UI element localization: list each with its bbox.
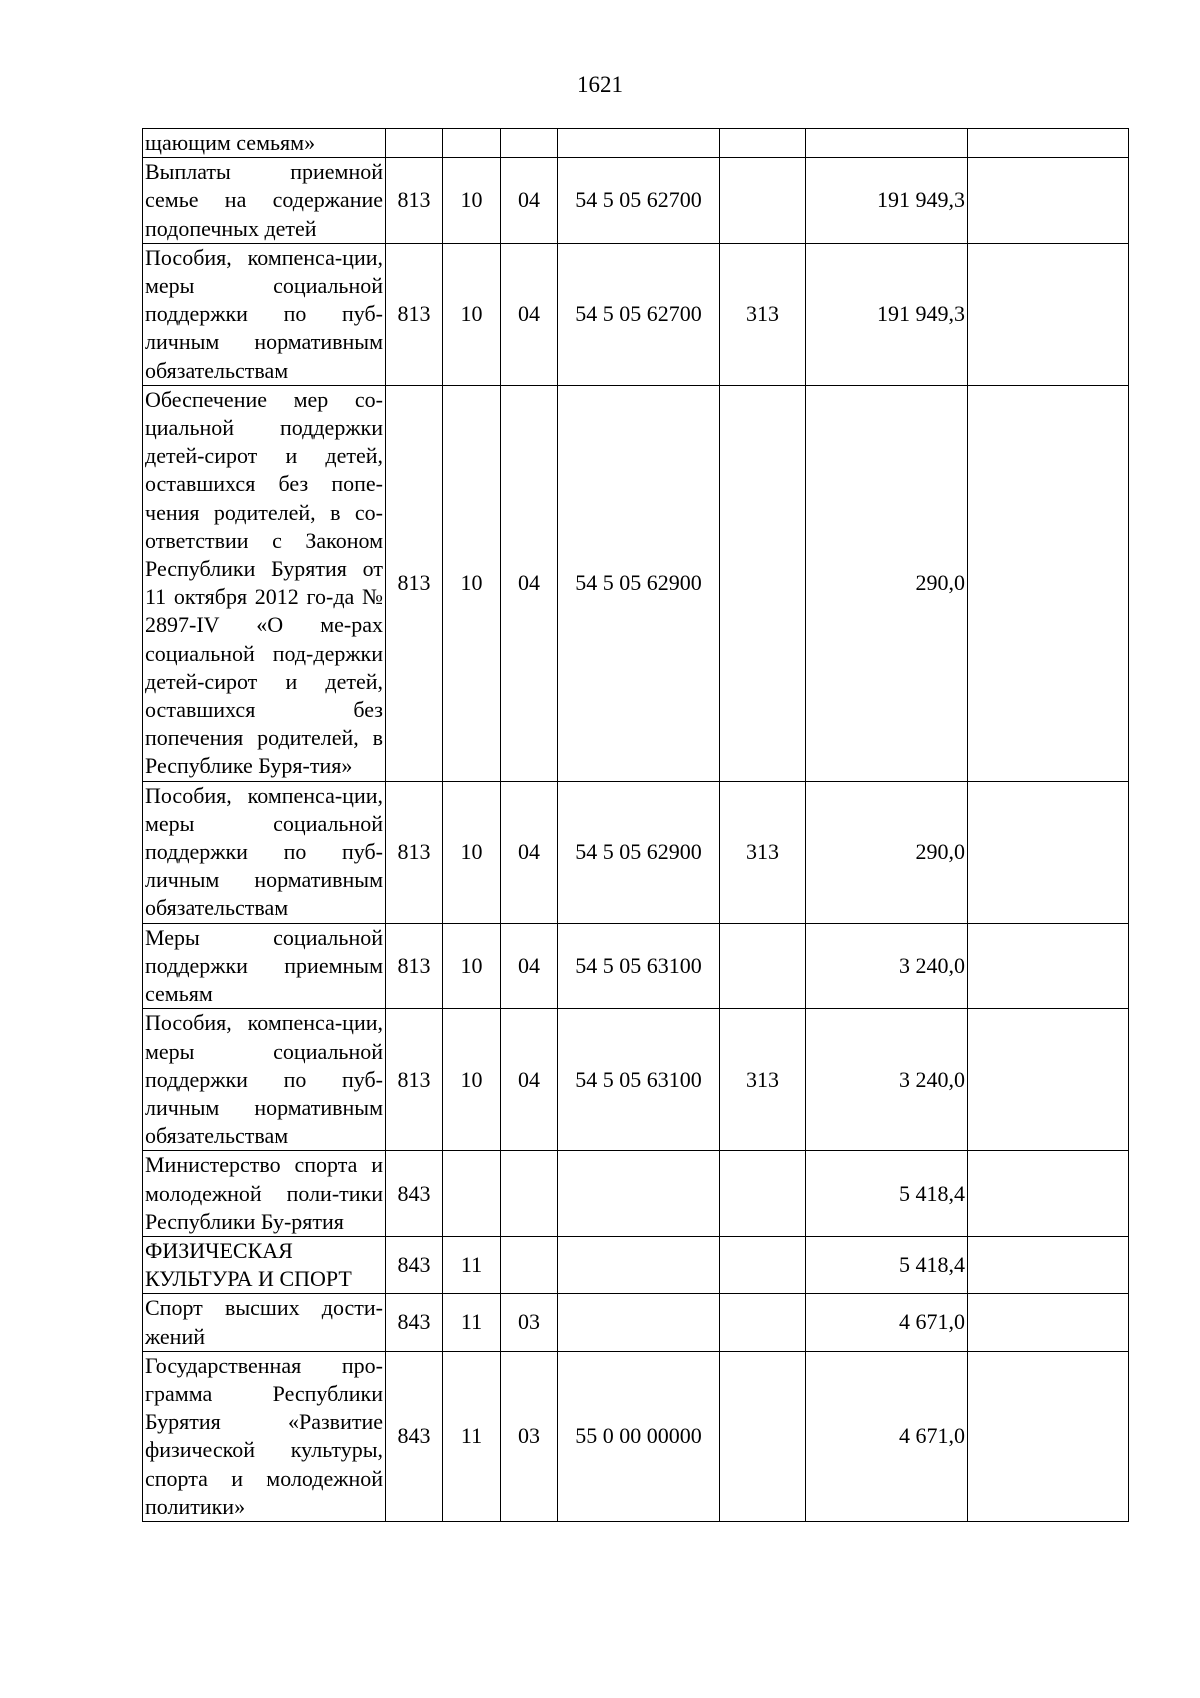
subsection-cell <box>501 1151 558 1237</box>
expense-type-cell <box>720 129 806 158</box>
section-cell: 10 <box>443 781 501 923</box>
subsection-cell: 04 <box>501 1009 558 1151</box>
subsection-cell: 04 <box>501 158 558 244</box>
subsection-cell <box>501 129 558 158</box>
target-article-cell: 55 0 00 00000 <box>558 1351 720 1521</box>
grbs-cell: 813 <box>386 385 443 781</box>
row-name: Министерство спорта и молодежной поли-тики Республики Бу-рятия <box>143 1151 386 1237</box>
amount-cell: 290,0 <box>806 781 968 923</box>
section-cell: 11 <box>443 1294 501 1351</box>
table-row <box>143 1294 1129 1351</box>
section-cell <box>443 1151 501 1237</box>
target-article-cell <box>558 1294 720 1351</box>
extra-cell <box>968 1151 1129 1237</box>
amount-cell: 3 240,0 <box>806 1009 968 1151</box>
row-name: Государственная про-грамма Республики Бурятия «Развитие физической культуры, спорта и молодежной политики» <box>143 1351 386 1521</box>
expense-type-cell <box>720 385 806 781</box>
subsection-cell: 04 <box>501 243 558 385</box>
table-row <box>143 129 1129 158</box>
expense-type-cell: 313 <box>720 243 806 385</box>
row-name: ФИЗИЧЕСКАЯ КУЛЬТУРА И СПОРТ <box>143 1236 386 1293</box>
amount-cell: 4 671,0 <box>806 1351 968 1521</box>
row-name: Спорт высших дости-жений <box>143 1294 386 1351</box>
grbs-cell: 843 <box>386 1294 443 1351</box>
subsection-cell: 04 <box>501 923 558 1009</box>
expense-type-cell <box>720 923 806 1009</box>
row-name: Пособия, компенса-ции, меры социальной поддержки по пуб-личным нормативным обязательствам <box>143 1009 386 1151</box>
section-cell: 11 <box>443 1236 501 1293</box>
expense-type-cell: 313 <box>720 1009 806 1151</box>
extra-cell <box>968 385 1129 781</box>
subsection-cell <box>501 1236 558 1293</box>
table-row <box>143 385 1129 781</box>
section-cell: 10 <box>443 158 501 244</box>
target-article-cell: 54 5 05 62700 <box>558 158 720 244</box>
expense-type-cell <box>720 1351 806 1521</box>
section-cell: 10 <box>443 385 501 781</box>
subsection-cell: 04 <box>501 385 558 781</box>
extra-cell <box>968 243 1129 385</box>
grbs-cell: 843 <box>386 1151 443 1237</box>
amount-cell: 4 671,0 <box>806 1294 968 1351</box>
table-row <box>143 923 1129 1009</box>
grbs-cell: 813 <box>386 158 443 244</box>
extra-cell <box>968 923 1129 1009</box>
amount-cell: 3 240,0 <box>806 923 968 1009</box>
extra-cell <box>968 1009 1129 1151</box>
table-row <box>143 1009 1129 1151</box>
grbs-cell: 813 <box>386 923 443 1009</box>
target-article-cell: 54 5 05 62700 <box>558 243 720 385</box>
extra-cell <box>968 1236 1129 1293</box>
subsection-cell: 03 <box>501 1351 558 1521</box>
expense-type-cell <box>720 158 806 244</box>
grbs-cell <box>386 129 443 158</box>
target-article-cell <box>558 1151 720 1237</box>
grbs-cell: 813 <box>386 781 443 923</box>
expense-type-cell <box>720 1294 806 1351</box>
row-name: Меры социальной поддержки приемным семьям <box>143 923 386 1009</box>
expense-type-cell: 313 <box>720 781 806 923</box>
amount-cell: 5 418,4 <box>806 1151 968 1237</box>
expense-type-cell <box>720 1151 806 1237</box>
row-name: Обеспечение мер со-циальной поддержки детей-сирот и детей, оставшихся без попе-чения родителей, в со-ответствии с Законом Республики Бурятия от 11 октября 2012 го-да № 2897-IV «О ме-рах социальной под-держки детей-сирот и детей, оставшихся без попечения родителей, в Республике Буря-тия» <box>143 385 386 781</box>
grbs-cell: 843 <box>386 1351 443 1521</box>
amount-cell: 290,0 <box>806 385 968 781</box>
target-article-cell: 54 5 05 63100 <box>558 923 720 1009</box>
table-row <box>143 1351 1129 1521</box>
table-row <box>143 781 1129 923</box>
target-article-cell: 54 5 05 62900 <box>558 781 720 923</box>
section-cell <box>443 129 501 158</box>
table-row <box>143 243 1129 385</box>
page-number: 1621 <box>577 72 623 97</box>
row-name: Пособия, компенса-ции, меры социальной поддержки по пуб-личным нормативным обязательствам <box>143 243 386 385</box>
section-cell: 10 <box>443 1009 501 1151</box>
table-row <box>143 158 1129 244</box>
section-cell: 11 <box>443 1351 501 1521</box>
target-article-cell <box>558 129 720 158</box>
grbs-cell: 813 <box>386 1009 443 1151</box>
row-name: Выплаты приемной семье на содержание подопечных детей <box>143 158 386 244</box>
section-cell: 10 <box>443 923 501 1009</box>
section-cell: 10 <box>443 243 501 385</box>
extra-cell <box>968 781 1129 923</box>
grbs-cell: 843 <box>386 1236 443 1293</box>
subsection-cell: 03 <box>501 1294 558 1351</box>
subsection-cell: 04 <box>501 781 558 923</box>
amount-cell: 191 949,3 <box>806 158 968 244</box>
target-article-cell: 54 5 05 62900 <box>558 385 720 781</box>
extra-cell <box>968 1351 1129 1521</box>
target-article-cell: 54 5 05 63100 <box>558 1009 720 1151</box>
amount-cell <box>806 129 968 158</box>
expense-type-cell <box>720 1236 806 1293</box>
budget-table <box>142 128 1129 1522</box>
row-name: щающим семьям» <box>143 129 386 158</box>
extra-cell <box>968 1294 1129 1351</box>
grbs-cell: 813 <box>386 243 443 385</box>
amount-cell: 191 949,3 <box>806 243 968 385</box>
row-name: Пособия, компенса-ции, меры социальной поддержки по пуб-личным нормативным обязательствам <box>143 781 386 923</box>
table-row <box>143 1151 1129 1237</box>
amount-cell: 5 418,4 <box>806 1236 968 1293</box>
target-article-cell <box>558 1236 720 1293</box>
extra-cell <box>968 129 1129 158</box>
extra-cell <box>968 158 1129 244</box>
table-row <box>143 1236 1129 1293</box>
